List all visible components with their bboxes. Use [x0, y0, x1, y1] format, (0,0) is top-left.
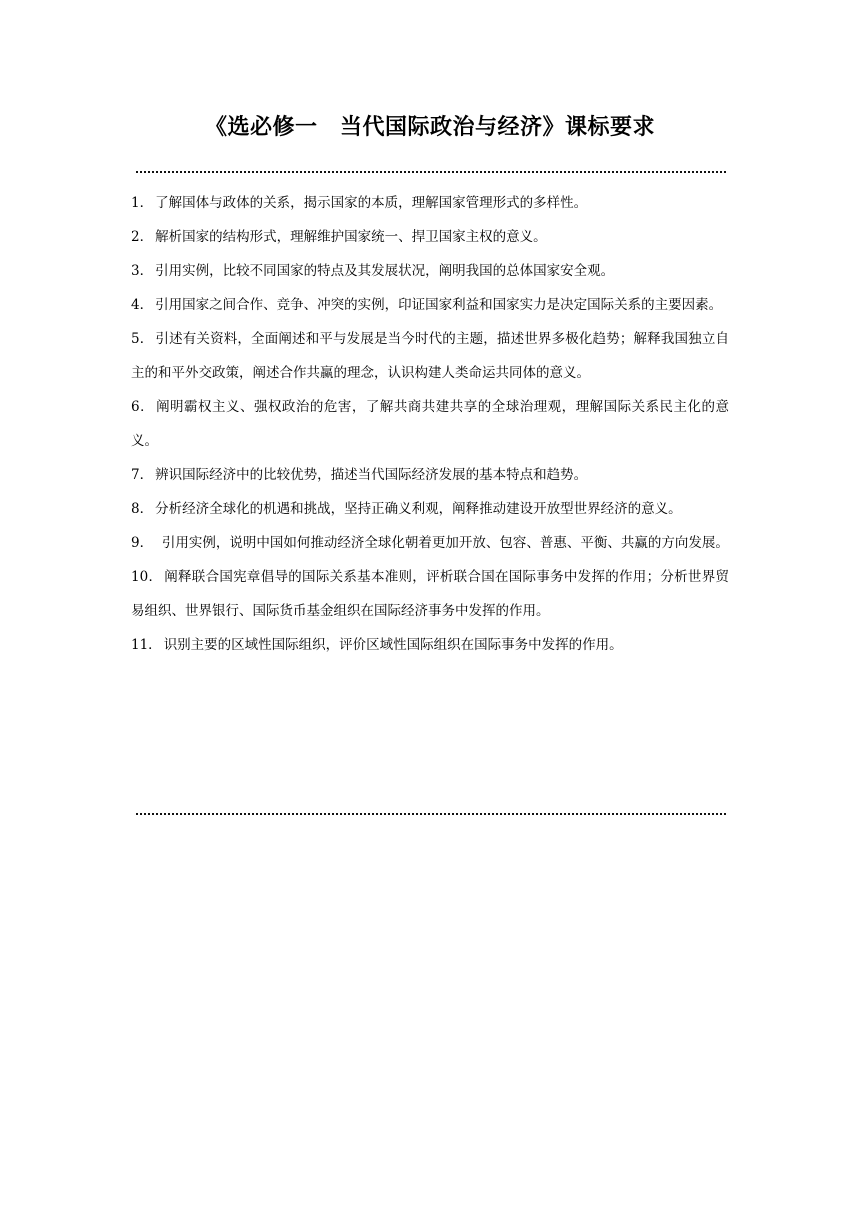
requirements-list	[131, 186, 729, 662]
list-item	[131, 322, 729, 390]
item-text: 阐释联合国宪章倡导的国际关系基本准则，评析联合国在国际事务中发挥的作用；分析世界贸易组织、世界银行、国际货币基金组织在国际经济事务中发挥的作用。	[131, 569, 729, 619]
item-text: 引用实例，说明中国如何推动经济全球化朝着更加开放、包容、普惠、平衡、共赢的方向发展。	[161, 535, 729, 551]
item-number: 5．	[131, 331, 154, 347]
item-number: 7．	[131, 467, 154, 483]
list-item	[131, 628, 729, 662]
list-item	[131, 526, 729, 560]
item-number: 11．	[131, 637, 162, 653]
item-number: 4．	[131, 297, 154, 313]
dotted-divider-top	[136, 171, 726, 173]
list-item	[131, 492, 729, 526]
item-number: 1．	[131, 195, 154, 211]
item-text: 引用国家之间合作、竞争、冲突的实例，印证国家利益和国家实力是决定国际关系的主要因素。	[155, 297, 723, 313]
list-item	[131, 458, 729, 492]
item-text: 引述有关资料，全面阐述和平与发展是当今时代的主题，描述世界多极化趋势；解释我国独立自主的和平外交政策，阐述合作共赢的理念，认识构建人类命运共同体的意义。	[131, 331, 730, 381]
item-text: 分析经济全球化的机遇和挑战，坚持正确义利观，阐释推动建设开放型世界经济的意义。	[155, 501, 682, 517]
page-title: 《选必修一 当代国际政治与经济》课标要求	[204, 115, 655, 140]
list-item	[131, 220, 729, 254]
dotted-divider-bottom	[136, 813, 726, 815]
list-item	[131, 390, 729, 458]
item-text: 了解国体与政体的关系，揭示国家的本质，理解国家管理形式的多样性。	[155, 195, 588, 211]
list-item	[131, 560, 729, 628]
item-number: 6．	[131, 399, 155, 415]
list-item	[131, 186, 729, 220]
list-item	[131, 288, 729, 322]
item-text: 辨识国际经济中的比较优势，描述当代国际经济发展的基本特点和趋势。	[155, 467, 588, 483]
item-number: 9．	[131, 535, 160, 551]
item-text: 解析国家的结构形式，理解维护国家统一、捍卫国家主权的意义。	[155, 229, 547, 245]
item-number: 2．	[131, 229, 154, 245]
item-number: 3．	[131, 263, 154, 279]
item-text: 引用实例，比较不同国家的特点及其发展状况，阐明我国的总体国家安全观。	[155, 263, 615, 279]
item-text: 识别主要的区域性国际组织，评价区域性国际组织在国际事务中发挥的作用。	[163, 637, 623, 653]
item-number: 10．	[131, 569, 163, 585]
item-number: 8．	[131, 501, 154, 517]
list-item	[131, 254, 729, 288]
item-text: 阐明霸权主义、强权政治的危害，了解共商共建共享的全球治理观，理解国际关系民主化的意义。	[131, 399, 729, 449]
